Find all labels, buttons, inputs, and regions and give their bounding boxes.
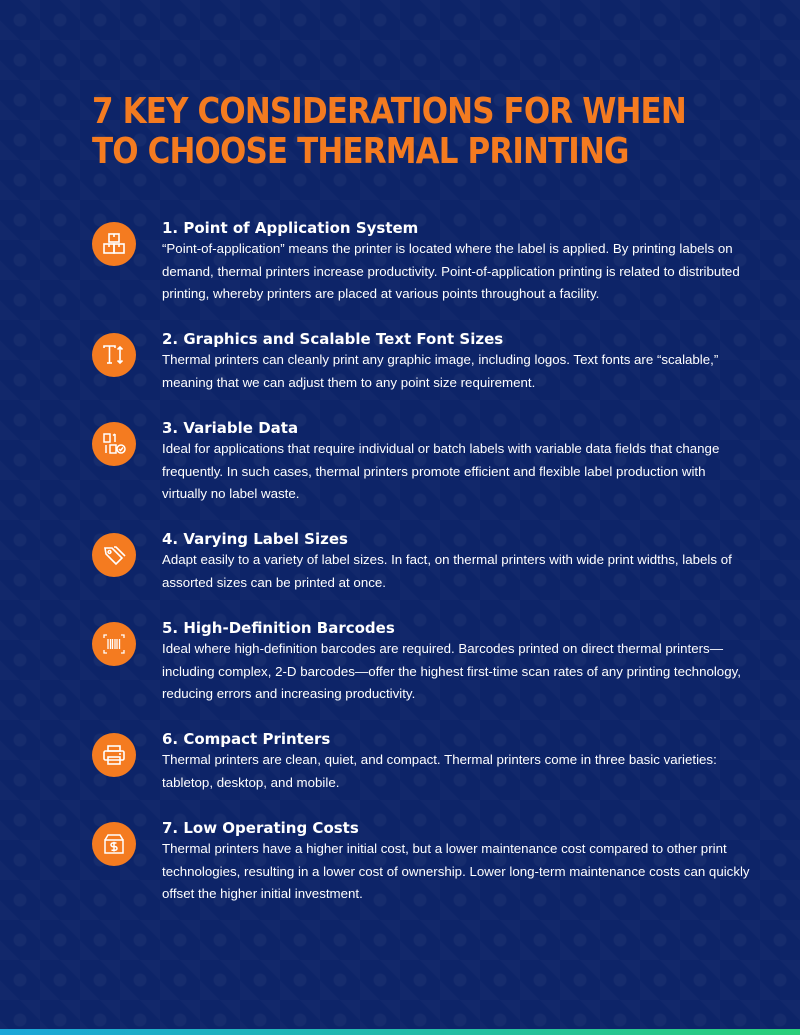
- item-body: “Point-of-application” means the printer is located where the label is applied. By printing labels on demand, thermal printers increase productivity. Point-of-application printing is related to distributed printing, whereby printers are placed at various points throughout a facility.: [162, 241, 740, 301]
- item-body: Adapt easily to a variety of label sizes. In fact, on thermal printers with wide print widths, labels of assorted sizes can be printed at once.: [162, 552, 732, 590]
- boxes-icon: [92, 222, 136, 266]
- title-line-2: TO CHOOSE THERMAL PRINTING: [92, 131, 629, 172]
- item-heading: 4. Varying Label Sizes: [162, 530, 348, 548]
- item-body: Thermal printers are clean, quiet, and compact. Thermal printers come in three basic varieties: tabletop, desktop, and mobile.: [162, 752, 717, 790]
- footer-accent-bar: [0, 1029, 800, 1035]
- item-heading: 5. High-Definition Barcodes: [162, 619, 395, 637]
- item-heading: 2. Graphics and Scalable Text Font Sizes: [162, 330, 504, 348]
- cost-box-icon: [92, 822, 136, 866]
- page-title: [92, 91, 686, 172]
- item-body: Thermal printers have a higher initial cost, but a lower maintenance cost compared to other print technologies, resulting in a lower cost of ownership. Lower long-term maintenance costs can quickly offset the higher initial investment.: [162, 841, 750, 901]
- item-heading: 3. Variable Data: [162, 419, 299, 437]
- text-resize-icon: [92, 333, 136, 377]
- item-body: Ideal where high-definition barcodes are required. Barcodes printed on direct thermal printers—including complex, 2-D barcodes—offer the highest first-time scan rates of any printing technology, reducing errors and increasing productivity.: [162, 641, 741, 701]
- item-heading: 7. Low Operating Costs: [162, 819, 359, 837]
- item-body: Thermal printers can cleanly print any graphic image, including logos. Text fonts are “scalable,” meaning that we can adjust them to any point size requirement.: [162, 352, 719, 390]
- printer-icon: [92, 733, 136, 777]
- item-body: Ideal for applications that require individual or batch labels with variable data fields that change frequently. In such cases, thermal printers promote efficient and flexible label production with virtually no label waste.: [162, 441, 720, 501]
- barcode-icon: [92, 622, 136, 666]
- variable-data-icon: [92, 422, 136, 466]
- tags-icon: [92, 533, 136, 577]
- item-heading: 1. Point of Application System: [162, 219, 419, 237]
- title-line-1: 7 KEY CONSIDERATIONS FOR WHEN: [92, 91, 686, 132]
- item-heading: 6. Compact Printers: [162, 730, 331, 748]
